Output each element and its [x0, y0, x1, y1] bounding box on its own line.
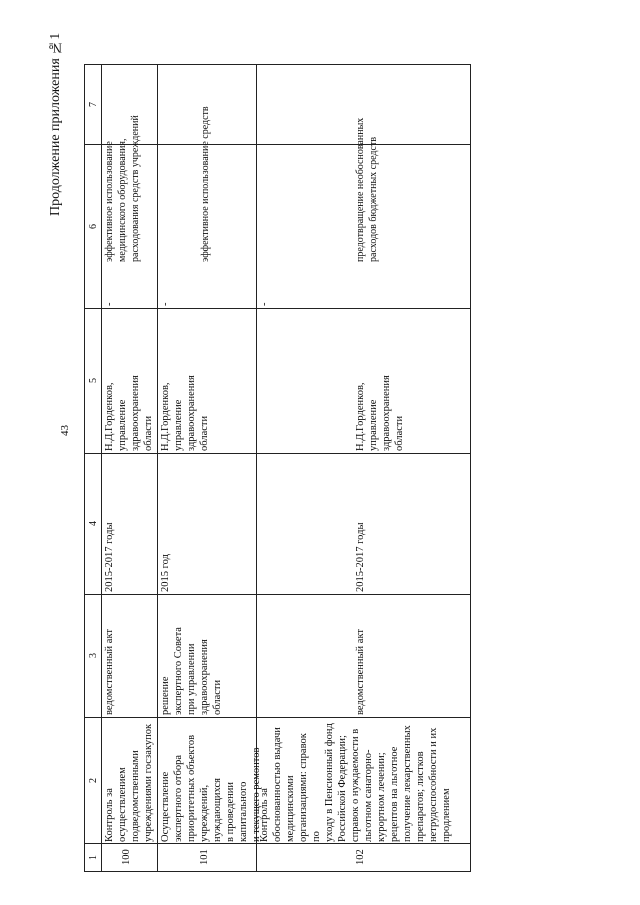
- header-col-3: 3: [88, 653, 99, 659]
- row-102-document: ведомственный акт: [355, 628, 366, 715]
- row-101-document: решение экспертного Совета при управлении здравоохранения области: [160, 627, 223, 715]
- row-101-result: эффективное использование средств: [200, 106, 211, 262]
- row-101-col6: -: [160, 302, 171, 306]
- row-100-result: эффективное использование медицинского оборудования, расходования средств учреждений: [104, 115, 141, 262]
- header-col-4: 4: [88, 521, 99, 527]
- row-101-period: 2015 год: [160, 554, 171, 592]
- row-102-measure: Контроль за обоснованностью выдачи медицинскими организациями: справок по уходу в Пенсионный фонд Российской Федерации; справок о нуждаемости в льготном санаторно- курортном лечении; рецептов на льготное получение лекарственных препаратов; листков нетрудоспособности и их продлением: [259, 723, 452, 842]
- row-101-num: 101: [199, 849, 210, 866]
- continuation-label: Продолжение приложения №1: [48, 32, 63, 216]
- header-col-2: 2: [88, 778, 99, 783]
- row-101-measure: Осуществление экспертного отбора приоритетных объектов учреждений, нуждающихся в проведении капитального и текущего ремонтов: [160, 734, 262, 842]
- header-col-6: 6: [88, 224, 99, 229]
- row-102-responsible: Н.Д.Горденков, управление здравоохранения области: [355, 375, 405, 451]
- row-100-period: 2015-2017 годы: [104, 522, 115, 592]
- row-102-period: 2015-2017 годы: [355, 522, 366, 592]
- row-100-document: ведомственный акт: [104, 628, 115, 715]
- row-100-col6: -: [104, 302, 115, 306]
- row-100-measure: Контроль за осуществлением подведомственными учреждениями госзакупок: [104, 723, 154, 842]
- row-102-result: предотвращение необоснованных расходов бюджетных средств: [355, 117, 379, 262]
- page-number: 43: [59, 425, 71, 437]
- row-102-col6: -: [259, 302, 270, 306]
- row-101-responsible: Н.Д.Горденков, управление здравоохранения области: [160, 375, 210, 451]
- row-102-num: 102: [355, 849, 366, 866]
- header-col-7: 7: [88, 102, 99, 107]
- row-100-num: 100: [121, 849, 132, 866]
- measures-table: [84, 64, 471, 872]
- header-col-5: 5: [88, 378, 99, 384]
- row-100-responsible: Н.Д.Горденков, управление здравоохранения области: [104, 375, 154, 451]
- header-col-1: 1: [88, 855, 99, 860]
